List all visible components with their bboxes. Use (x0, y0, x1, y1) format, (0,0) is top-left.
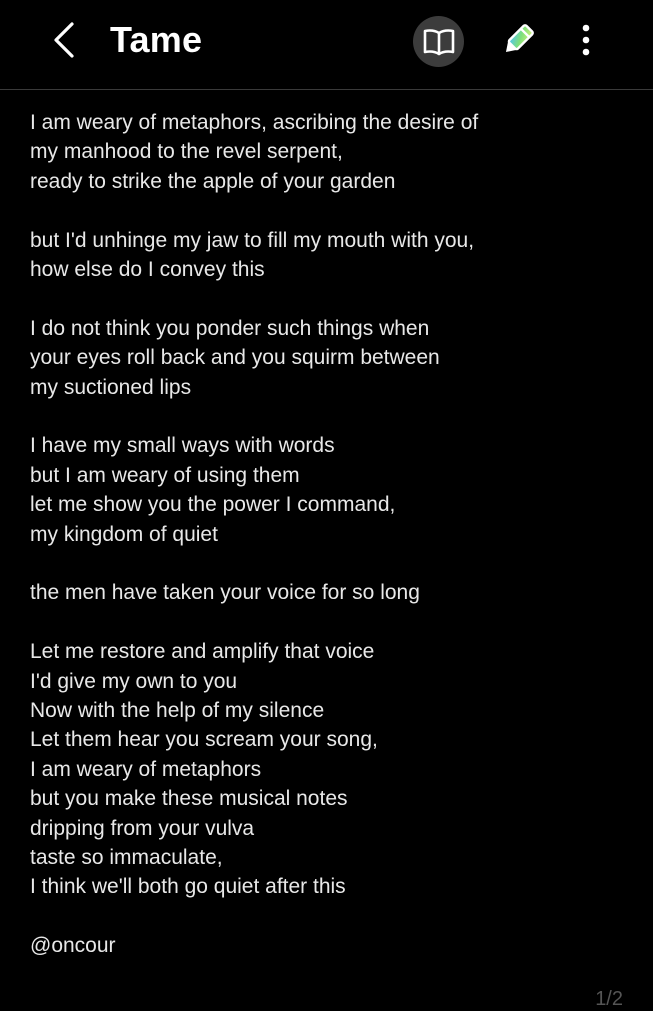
text-line: but you make these musical notes (30, 787, 348, 811)
more-vertical-icon (581, 24, 591, 56)
page-indicator: 1/2 (595, 988, 623, 1010)
text-line: your eyes roll back and you squirm between (30, 346, 440, 370)
blank-line (30, 402, 630, 431)
blank-line (30, 902, 630, 931)
text-line: my suctioned lips (30, 375, 192, 399)
text-line: Let them hear you scream your song, (30, 728, 378, 752)
text-line: my manhood to the revel serpent, (30, 140, 343, 164)
text-line: let me show you the power I command, (30, 493, 396, 517)
note-title: Tame (110, 19, 203, 60)
text-line: I do not think you ponder such things when (30, 316, 430, 340)
text-line: but I am weary of using them (30, 463, 300, 487)
chevron-left-icon (52, 21, 76, 59)
text-line: Let me restore and amplify that voice (30, 640, 375, 664)
blank-line (30, 284, 630, 313)
text-line: I think we'll both go quiet after this (30, 875, 346, 899)
text-line: Now with the help of my silence (30, 699, 325, 723)
pen-icon (498, 20, 538, 60)
back-button[interactable] (42, 18, 86, 62)
text-line: the men have taken your voice for so long (30, 581, 420, 605)
text-line: but I'd unhinge my jaw to fill my mouth with you, (30, 228, 475, 252)
text-line: I have my small ways with words (30, 434, 335, 458)
text-line: my kingdom of quiet (30, 522, 218, 546)
text-line: I am weary of metaphors (30, 757, 262, 781)
text-line: how else do I convey this (30, 258, 265, 282)
text-line: I'd give my own to you (30, 669, 238, 693)
text-line: taste so immaculate, (30, 846, 223, 870)
blank-line (30, 608, 630, 637)
book-open-icon (422, 28, 456, 56)
app-header (0, 0, 653, 90)
text-line: ready to strike the apple of your garden (30, 169, 396, 193)
text-line: dripping from your vulva (30, 816, 255, 840)
handwriting-pen-button[interactable] (494, 16, 542, 64)
note-body[interactable] (30, 108, 630, 961)
blank-line (30, 549, 630, 578)
author-handle: @oncour (30, 934, 116, 958)
text-line: I am weary of metaphors, ascribing the desire of (30, 111, 479, 134)
more-options-button[interactable] (566, 16, 606, 64)
blank-line (30, 196, 630, 225)
reader-mode-button[interactable] (413, 16, 464, 67)
